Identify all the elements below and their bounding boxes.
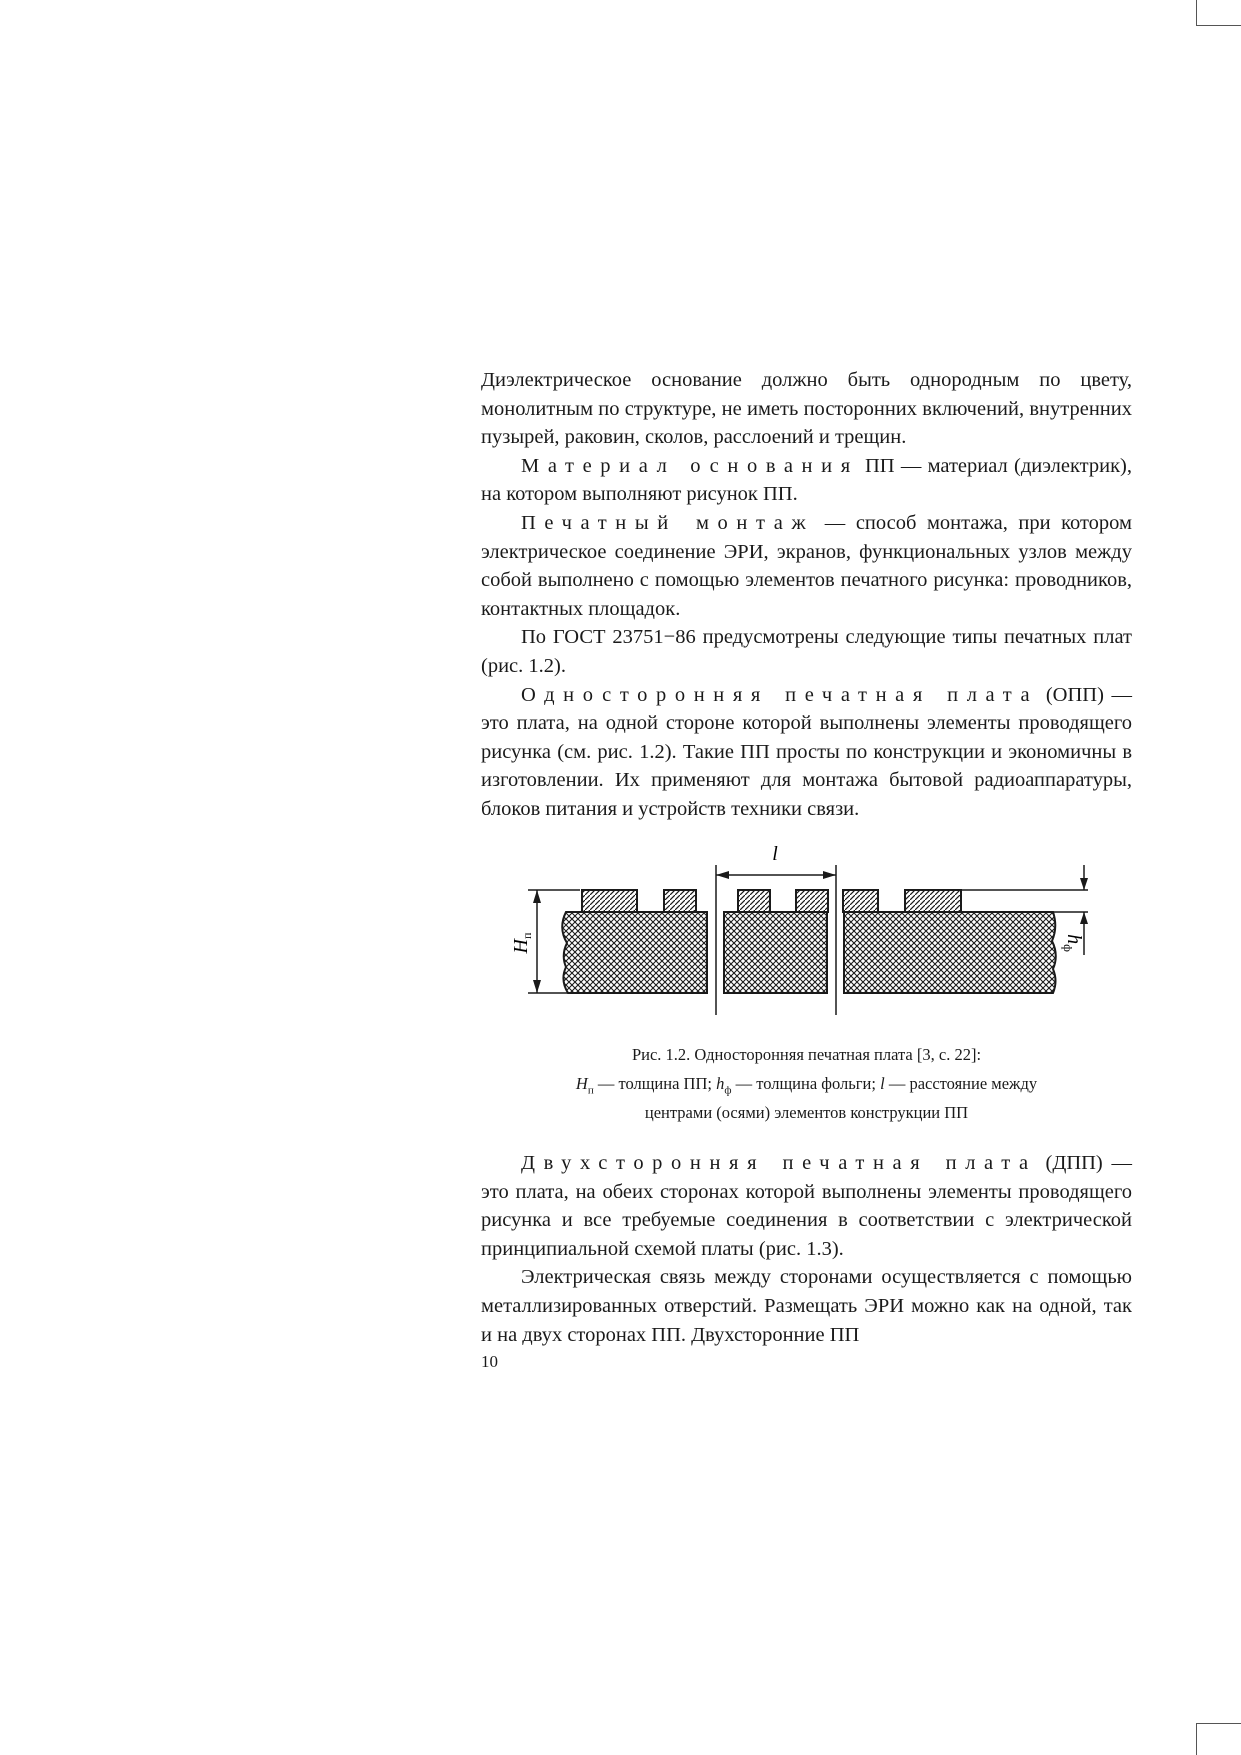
substrate-right bbox=[844, 912, 1056, 993]
paragraph-electrical-connection: Электрическая связь между сторонами осуществляется с помощью металлизированных отверстий. Размещать ЭРИ можно как на одной, так и на двух сторонах ПП. Двухсторонние ПП bbox=[481, 1266, 1132, 1346]
page-number: 10 bbox=[481, 1352, 498, 1371]
crop-mark-top-vertical bbox=[1196, 0, 1197, 26]
term-base-material: Материал основания bbox=[521, 454, 859, 477]
foil-pad-1 bbox=[582, 890, 637, 912]
substrate-left bbox=[562, 912, 707, 993]
figure-caption-legend: $H_п$ — толщина ПП; $h_ф$ — толщина фольги; l — расстояние между bbox=[575, 1074, 1038, 1097]
paragraph-double-sided: Двухсторонняя печатная плата (ДПП) — это плата, на обеих сторонах которой выполнены элементы проводящего рисунка и все требуемые соединения в соответствии с электрической принципиальной схемой платы (рис. 1.3). bbox=[481, 1152, 1133, 1260]
figure-caption-legend-cont: центрами (осями) элементов конструкции ПП bbox=[644, 1103, 969, 1122]
paragraph-dielectric: Диэлектрическое основание должно быть однородным по цвету, монолитным по структуре, не иметь посторонних включений, внутренних пузырей, раковин, сколов, расслоений и трещин. bbox=[481, 369, 1132, 449]
label-h: $h_ф$ bbox=[1061, 934, 1085, 952]
crop-mark-bottom-horizontal bbox=[1196, 1723, 1241, 1724]
foil-pad-3 bbox=[738, 890, 770, 912]
paragraph-single-sided: Односторонняя печатная плата (ОПП) — это плата, на одной стороне которой выполнены элементы проводящего рисунка (см. рис. 1.2). Такие ПП просты по конструкции и экономичны в изготовлении. Их применяют для монтажа бытовой радиоаппаратуры, блоков питания и устройств техники связи. bbox=[481, 683, 1132, 820]
paragraph-printed-mounting: Печатный монтаж — способ монтажа, при котором электрическое соединение ЭРИ, экранов, функциональных узлов между собой выполнено с помощью элементов печатного рисунка: проводников, контактных площадок. bbox=[481, 511, 1132, 620]
foil-pad-4 bbox=[796, 890, 828, 912]
label-l: l bbox=[772, 843, 778, 865]
pcb-cross-section-figure bbox=[500, 835, 1120, 1020]
body-text-bottom bbox=[481, 1149, 1132, 1349]
paragraph-gost: По ГОСТ 23751−86 предусмотрены следующие типы печатных плат (рис. 1.2). bbox=[481, 626, 1132, 677]
term-printed-mounting: Печатный монтаж bbox=[521, 511, 815, 534]
term-single-sided: Односторонняя печатная плата bbox=[521, 683, 1039, 706]
foil-pad-6 bbox=[905, 890, 961, 912]
crop-mark-bottom-vertical bbox=[1196, 1723, 1197, 1755]
term-double-sided: Двухсторонняя печатная плата bbox=[521, 1152, 1037, 1174]
paragraph-base-material: Материал основания ПП — материал (диэлектрик), на котором выполняют рисунок ПП. bbox=[481, 454, 1133, 506]
body-text-top bbox=[481, 366, 1132, 824]
foil-pad-5 bbox=[843, 890, 878, 912]
foil-pad-2 bbox=[664, 890, 696, 912]
label-H: $H_п$ bbox=[510, 932, 534, 954]
crop-mark-top-horizontal bbox=[1196, 25, 1241, 26]
substrate-middle bbox=[724, 912, 827, 993]
figure-caption-title: Рис. 1.2. Односторонняя печатная плата [3, с. 22]: bbox=[631, 1045, 982, 1064]
